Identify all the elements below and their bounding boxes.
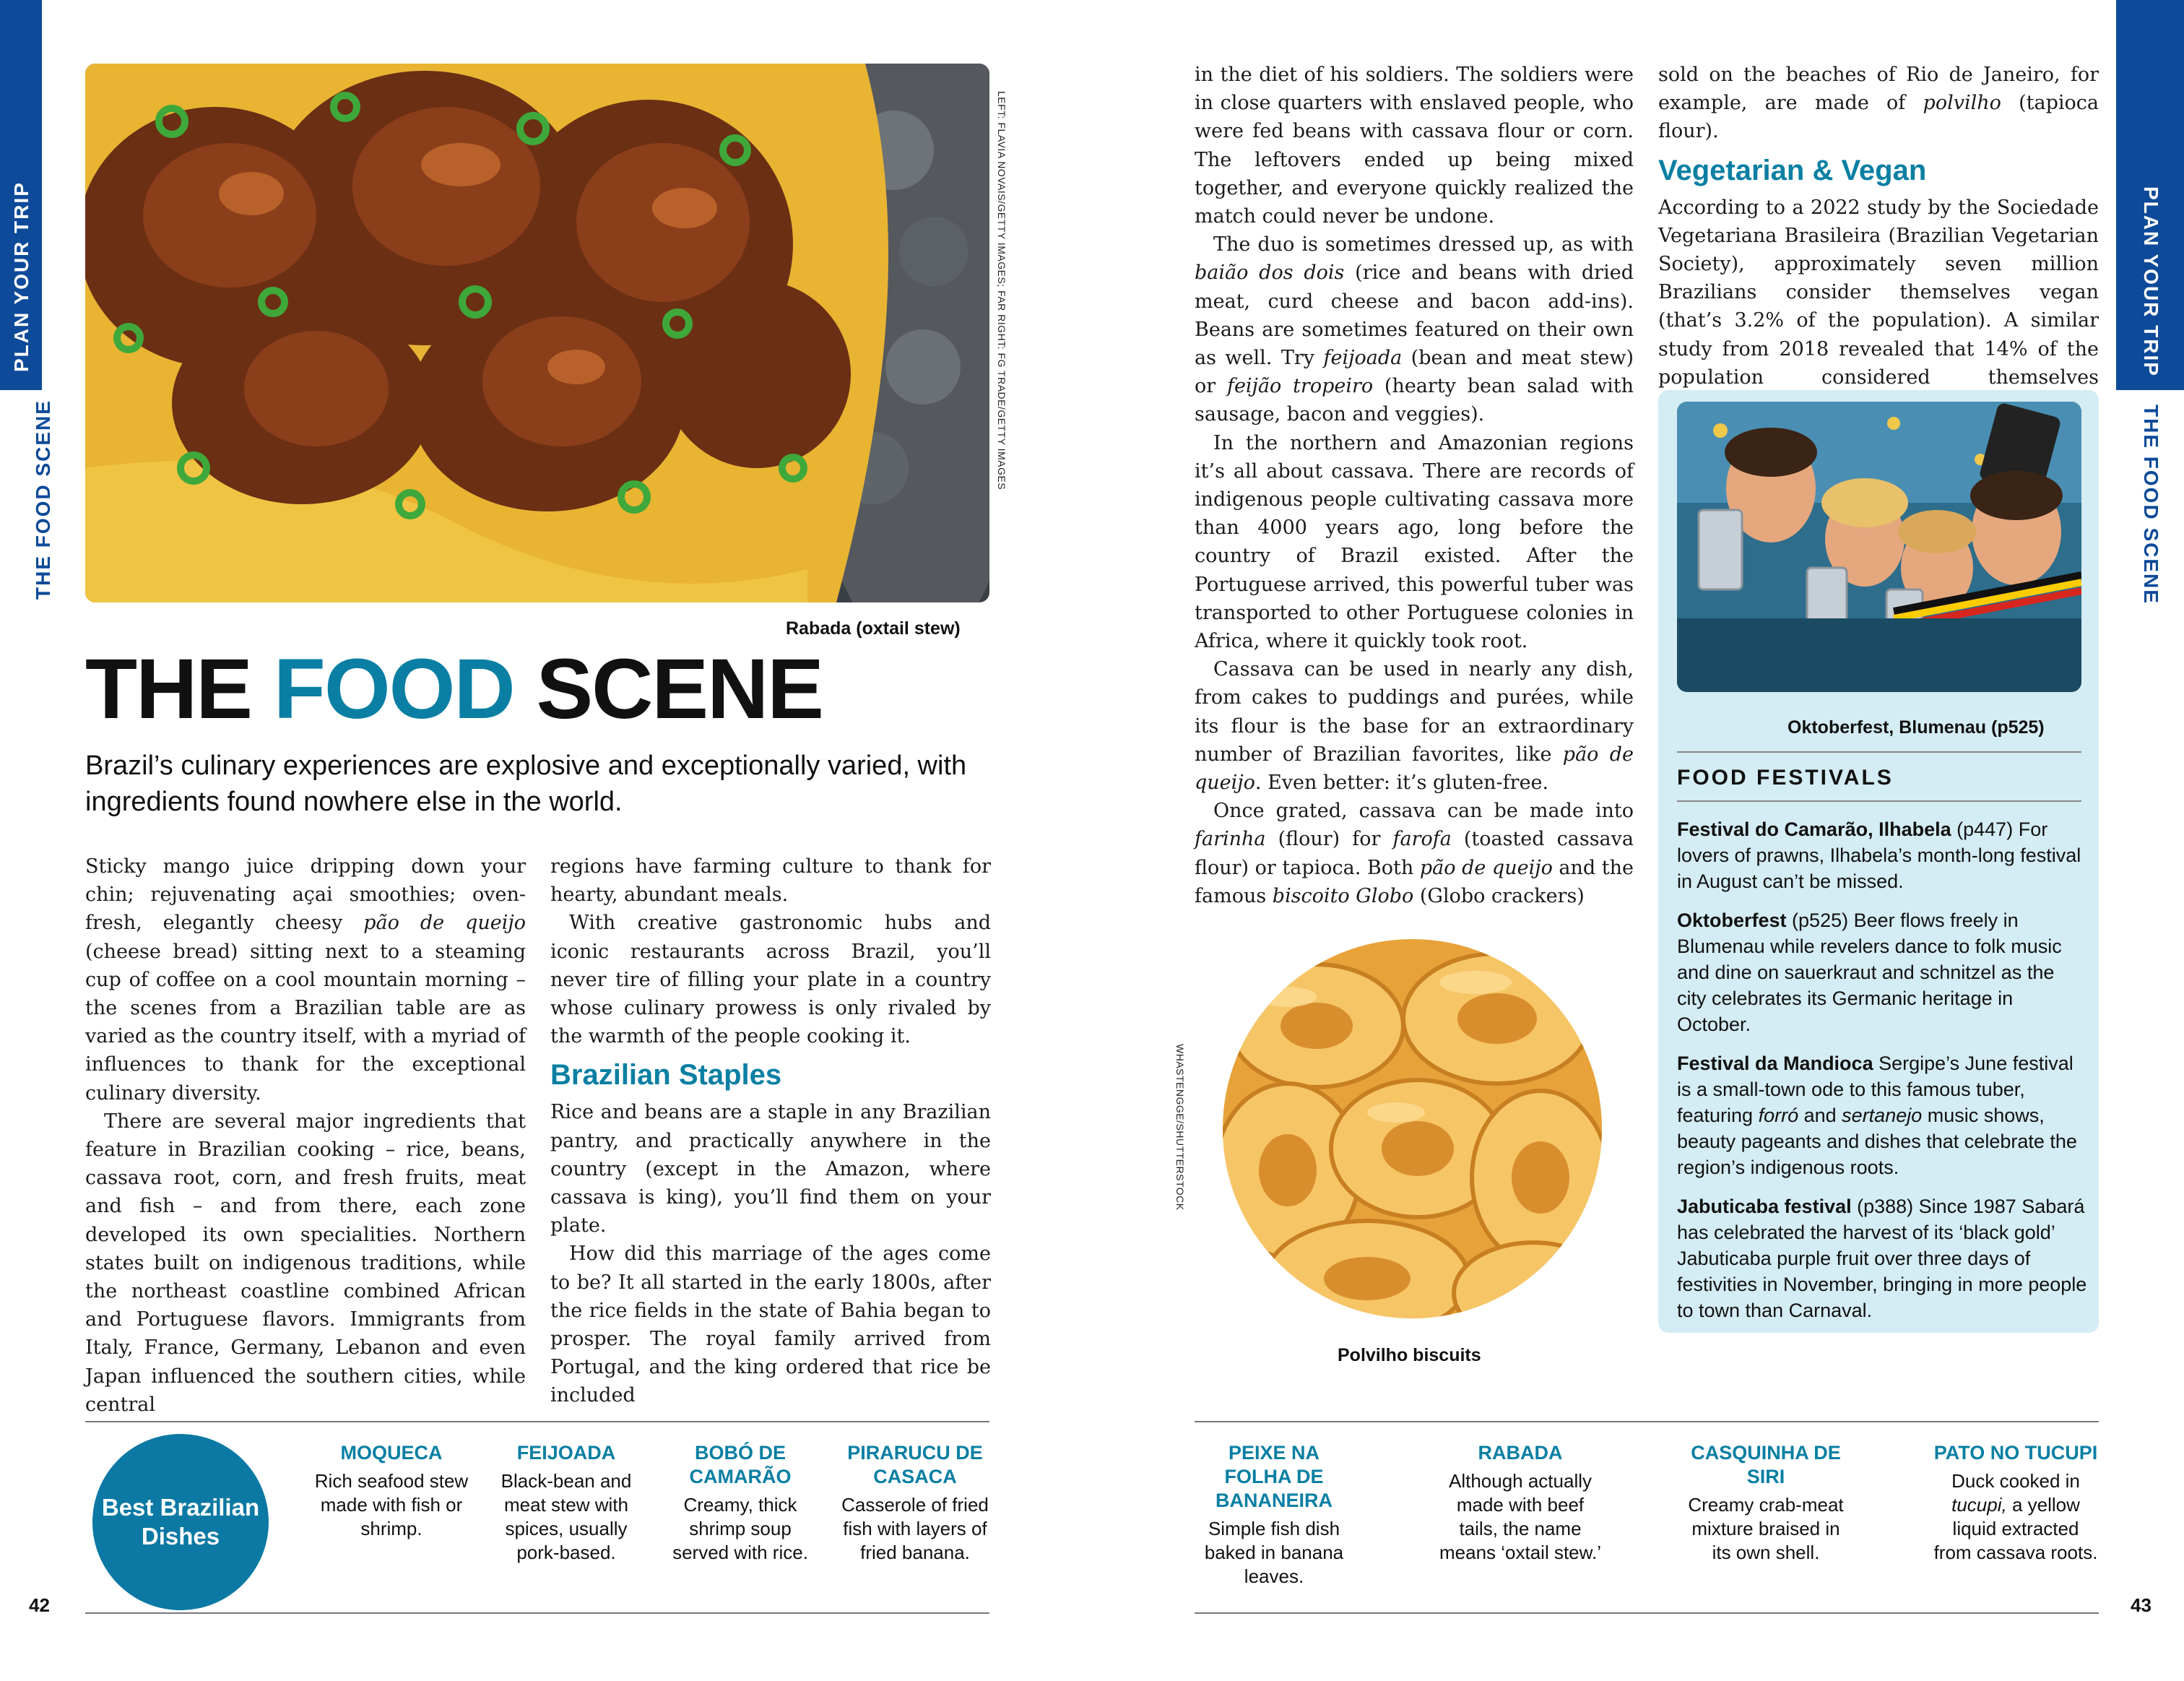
dish-name: BOBÓ DE CAMARÃO — [689, 1442, 792, 1487]
dish-peixe-na-folha-de-bananeira — [1195, 1441, 1353, 1589]
col4-paragraph-1: sold on the beaches of Rio de Janeiro, for example, are made of polvilho (tapioca flour). — [1658, 64, 2099, 143]
left-section-label: THE FOOD SCENE — [32, 399, 54, 600]
col3-paragraph-2: The duo is sometimes dressed up, as with baião dos dois (rice and beans with dried meat, curd cheese and bacon add-ins). Beans are sometimes featured on their own as well. Try feijoada (bean and meat stew) or feijão tropeiro (hearty bean salad with sausage, bacon and veggies). — [1195, 233, 1634, 426]
rabada-caption: Rabada (oxtail stew) — [786, 618, 961, 639]
col2-paragraph-1: regions have farming culture to thank for hearty, abundant meals. — [550, 855, 991, 907]
festival-item: Jabuticaba festival (p388) Since 1987 Sabará has celebrated the harvest of its ‘black gold’ Jabuticaba purple fruit over three days of festivities in November, bringing in more people to town than Carnaval. — [1677, 1196, 2087, 1321]
oktoberfest-caption: Oktoberfest, Blumenau (p525) — [1788, 717, 2045, 738]
title-accent: FOOD — [273, 641, 514, 737]
festival-top-rule — [1677, 751, 2081, 753]
col4-paragraph-2: According to a 2022 study by the Sociedade Vegetariana Brasileira (Brazilian Vegetarian Society), approximately seven million Brazilians consider themselves vegan (that’s 3.2% of the population). A similar study from 2018 revealed that 14% of the population considered themselves — [1658, 196, 2099, 389]
biscuit-photo-credit: WHASTENGGE/SHUTTERSTOCK — [1174, 1044, 1186, 1211]
dish-description: Rich seafood stew made with fish or shrimp. — [314, 1470, 469, 1539]
food-festivals-list — [1677, 816, 2087, 1336]
dishes-bottom-rule-left — [85, 1612, 989, 1614]
col1-paragraph-2: There are several major ingredients that feature in Brazilian cooking – rice, beans, cassava root, corn, and fresh fruits, meat and fish – and from there, each zone developed its own specialities. Northern states built on indigenous traditions, while the northeast coastline combined African and Portuguese flavors. Immigrants from Italy, France, Germany, Lebanon and even Japan influenced the southern cities, while central — [85, 1110, 526, 1416]
best-dishes-badge: Best Brazilian Dishes — [92, 1434, 269, 1610]
title-part-2: SCENE — [536, 641, 823, 737]
col3-paragraph-3: In the northern and Amazonian regions it’s all about cassava. There are records of indigenous people cultivating cassava more than 4000 years ago, long before the country of Brazil existed. After the Portuguese arrived, this powerful tuber was transported to other Portuguese colonies in Africa, where it quickly took root. — [1195, 431, 1634, 653]
brazilian-staples-heading: Brazilian Staples — [550, 1059, 782, 1092]
dish-description: Casserole of fried fish with layers of fried banana. — [841, 1494, 989, 1563]
col2-paragraph-2: With creative gastronomic hubs and iconic restaurants across Brazil, you’ll never tire of filling your plate in a country whose culinary prowess is only rivaled by the warmth of the people cooking it. — [550, 912, 991, 1048]
dish-feijoada — [487, 1441, 646, 1565]
dish-description: Black-bean and meat stew with spices, usually pork-based. — [500, 1470, 632, 1563]
polvilho-caption: Polvilho biscuits — [1338, 1345, 1481, 1365]
festival-item: Festival do Camarão, Ilhabela (p447) For lovers of prawns, Ilhabela’s month-long festival in August can’t be missed. — [1677, 818, 2081, 892]
col1-paragraph-1: Sticky mango juice dripping down your chin; rejuvenating açai smoothies; oven-fresh, elegantly cheesy pão de queijo (cheese bread) sitting next to a steaming cup of coffee on a cool mountain morning – the scenes from a Brazilian table are as varied as the country itself, with a myriad of influences to thank for the exceptional culinary diversity. — [85, 855, 526, 1105]
polvilho-biscuits-photo — [1223, 939, 1602, 1318]
column-4 — [1658, 61, 2099, 420]
column-2 — [550, 852, 991, 1410]
festival-title-rule — [1677, 800, 2081, 802]
dish-description: Although actually made with beef tails, the name means ‘oxtail stew.’ — [1439, 1470, 1601, 1563]
column-1 — [85, 852, 526, 1419]
dish-name: PIRARUCU DE CASACA — [847, 1442, 983, 1487]
page-title — [85, 641, 823, 737]
col3-paragraph-5: Once grated, cassava can be made into farinha (flour) for farofa (toasted cassava flour) or tapioca. Both pão de queijo and the famous biscoito Globo (Globo crackers) — [1195, 800, 1634, 907]
dish-pato-no-tucupi — [1933, 1441, 2099, 1565]
standfirst: Brazil’s culinary experiences are explosive and exceptionally varied, with ingredients found nowhere else in the world. — [85, 751, 967, 817]
title-part-1: THE — [85, 641, 251, 737]
col2-paragraph-3: Rice and beans are a staple in any Brazilian pantry, and practically anywhere in the country (except in the Amazon, where cassava is king), you’ll find them on your plate. — [550, 1101, 991, 1237]
oktoberfest-photo — [1677, 402, 2081, 692]
col3-paragraph-1: in the diet of his soldiers. The soldiers were in close quarters with enslaved people, who were fed beans with cassava flour or corn. The leftovers ended up being mixed together, and everyone quickly realized the match could never be undone. — [1195, 64, 1634, 228]
page-number-right: 43 — [2131, 1594, 2152, 1616]
rabada-photo — [85, 64, 989, 602]
dish-description: Duck cooked in tucupi, a yellow liquid extracted from cassava roots. — [1933, 1470, 2098, 1563]
dish-name: MOQUECA — [340, 1442, 443, 1464]
dishes-top-rule-left — [85, 1421, 989, 1422]
left-plan-your-trip-label: PLAN YOUR TRIP — [10, 181, 32, 372]
dish-description: Creamy crab-meat mixture braised in its own shell. — [1688, 1494, 1844, 1563]
right-plan-your-trip-label: PLAN YOUR TRIP — [2140, 186, 2162, 377]
dishes-top-rule-right — [1195, 1421, 2099, 1422]
col3-paragraph-4: Cassava can be used in nearly any dish, from cakes to puddings and purées, while its flour is the base for an extraordinary number of Brazilian favorites, like pão de queijo. Even better: it’s gluten-free. — [1195, 658, 1634, 795]
dish-name: FEIJOADA — [516, 1442, 616, 1464]
festival-item: Oktoberfest (p525) Beer flows freely in Blumenau while revelers dance to folk music and dine on sauerkraut and schnitzel as the city celebrates its Germanic heritage in October. — [1677, 909, 2062, 1035]
col2-paragraph-4: How did this marriage of the ages come to be? It all started in the early 1800s, after the rice fields in the state of Bahia began to prosper. The royal family arrived from Portugal, and the king ordered that rice be included — [550, 1243, 991, 1407]
dishes-bottom-rule-right — [1195, 1612, 2099, 1614]
photo-credit: LEFT: FLAVIA NOVAIS/GETTY IMAGES; FAR RIGHT: FG TRADE/GETTY IMAGES — [996, 91, 1008, 491]
right-section-label: THE FOOD SCENE — [2140, 405, 2162, 605]
dish-rabada — [1437, 1441, 1603, 1565]
dish-name: RABADA — [1478, 1442, 1563, 1464]
dish-pirarucu-de-casaca — [836, 1441, 994, 1565]
page-number-left: 42 — [29, 1594, 50, 1616]
dish-name: PATO NO TUCUPI — [1933, 1442, 2098, 1464]
food-festivals-title: FOOD FESTIVALS — [1677, 766, 1894, 790]
vegetarian-vegan-heading: Vegetarian & Vegan — [1658, 154, 1927, 186]
dish-moqueca — [312, 1441, 471, 1541]
dish-name: PEIXE NA FOLHA DE BANANEIRA — [1216, 1442, 1332, 1511]
dish-bobo-de-camarao — [661, 1441, 820, 1565]
dish-casquinha-de-siri — [1683, 1441, 1849, 1565]
dish-name: CASQUINHA DE SIRI — [1691, 1442, 1841, 1487]
column-3 — [1195, 61, 1634, 910]
festival-item: Festival da Mandioca Sergipe’s June festival is a small-town ode to this famous tuber, featuring forró and sertanejo music shows, beauty pageants and dishes that celebrate the region’s indigenous roots. — [1677, 1053, 2077, 1178]
dish-description: Creamy, thick shrimp soup served with rice. — [672, 1494, 808, 1563]
dish-description: Simple fish dish baked in banana leaves. — [1204, 1518, 1344, 1587]
